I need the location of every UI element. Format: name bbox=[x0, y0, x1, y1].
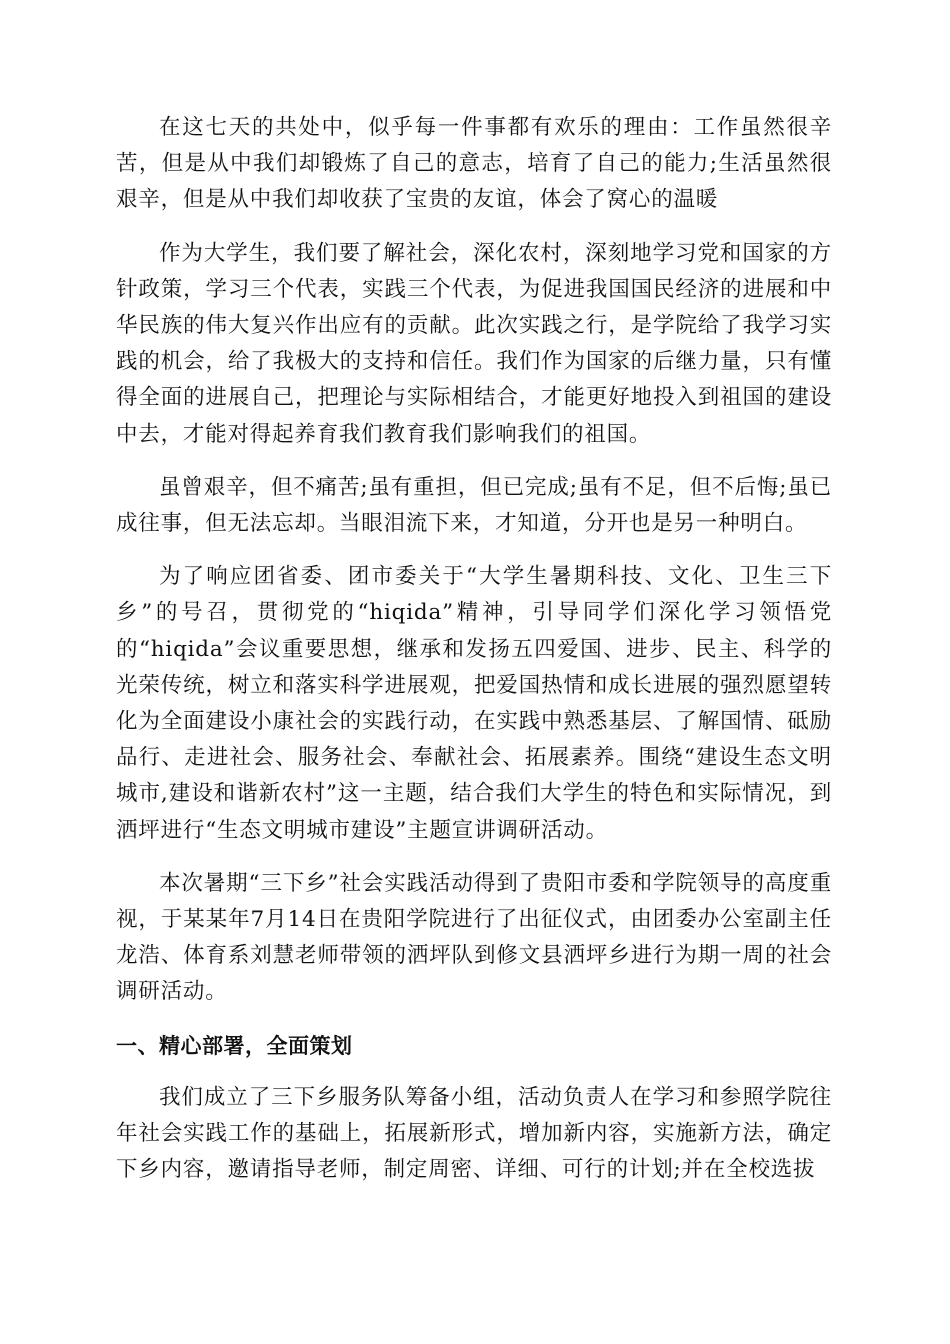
paragraph-5: 本次暑期“三下乡”社会实践活动得到了贵阳市委和学院领导的高度重视，于某某年7月14日在贵阳学院进行了出征仪式，由团委办公室副主任龙浩、体育系刘慧老师带领的洒坪队到修文县洒坪乡进行为期一周的社会调研活动。 bbox=[116, 870, 832, 1005]
paragraph-4: 为了响应团省委、团市委关于“大学生暑期科技、文化、卫生三下乡”的号召，贯彻党的“hiqida”精神，引导同学们深化学习领悟党的“hiqida”会议重要思想，继承和发扬五四爱国、进步、民主、科学的光荣传统，树立和落实科学进展观，把爱国热情和成长进展的强烈愿望转化为全面建设小康社会的实践行动，在实践中熟悉基层、了解国情、砥励品行、走进社会、服务社会、奉献社会、拓展素养。围绕“建设生态文明城市,建设和谐新农村”这一主题，结合我们大学生的特色和实际情况，到洒坪进行“生态文明城市建设”主题宣讲调研活动。 bbox=[116, 564, 832, 843]
paragraph-6: 我们成立了三下乡服务队筹备小组，活动负责人在学习和参照学院往年社会实践工作的基础上，拓展新形式，增加新内容，实施新方法，确定下乡内容，邀请指导老师，制定周密、详细、可行的计划;并在全校选拔 bbox=[116, 1084, 832, 1183]
document-body bbox=[116, 110, 832, 1205]
paragraph-1: 在这七天的共处中，似乎每一件事都有欢乐的理由：工作虽然很辛苦，但是从中我们却锻炼了自己的意志，培育了自己的能力;生活虽然很艰辛，但是从中我们却收获了宝贵的友谊，体会了窝心的温暖 bbox=[116, 115, 832, 213]
paragraph-3: 虽曾艰辛，但不痛苦;虽有重担，但已完成;虽有不足，但不后悔;虽已成往事，但无法忘却。当眼泪流下来，才知道，分开也是另一种明白。 bbox=[116, 474, 832, 537]
section-heading: 一、精心部署，全面策划 bbox=[116, 1033, 353, 1058]
paragraph-2: 作为大学生，我们要了解社会，深化农村，深刻地学习党和国家的方针政策，学习三个代表，实践三个代表，为促进我国国民经济的进展和中华民族的伟大复兴作出应有的贡献。此次实践之行，是学院给了我学习实践的机会，给了我极大的支持和信任。我们作为国家的后继力量，只有懂得全面的进展自己，把理论与实际相结合，才能更好地投入到祖国的建设中去，才能对得起养育我们教育我们影响我们的祖国。 bbox=[116, 240, 832, 447]
